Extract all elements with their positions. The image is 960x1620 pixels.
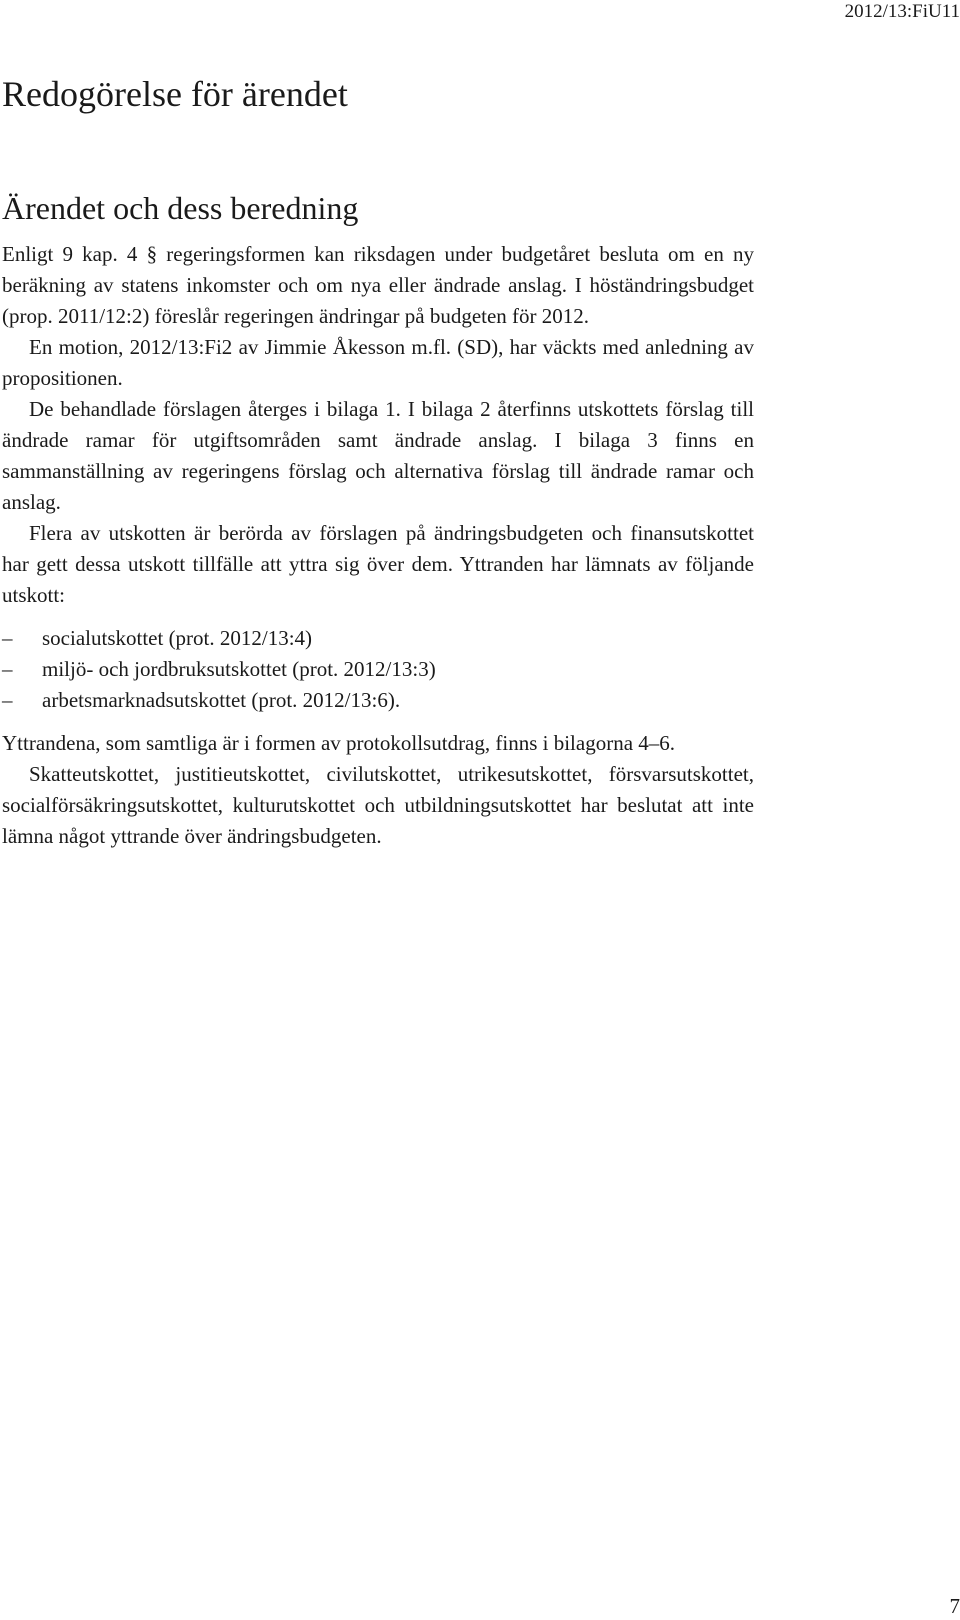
- page-number: 7: [949, 1594, 960, 1618]
- list-item: [2, 623, 754, 654]
- document-reference: 2012/13:FiU11: [844, 1, 960, 22]
- dash-bullet: –: [2, 657, 13, 681]
- paragraph-no-statement: Skatteutskottet, justitieutskottet, civilutskottet, utrikesutskottet, försvarsutskottet, socialförsäkringsutskottet, kulturutskottet och utbildningsutskottet har beslutat att inte lämna något yttrande över ändringsbudgeten.: [2, 762, 754, 848]
- dash-bullet: –: [2, 626, 13, 650]
- list-item: [2, 654, 754, 685]
- section-heading: Ärendet och dess beredning: [2, 190, 359, 226]
- paragraph-statements: Yttrandena, som samtliga är i formen av protokollsutdrag, finns i bilagorna 4–6.: [2, 731, 676, 755]
- list-item-text: miljö- och jordbruksutskottet (prot. 2012/13:3): [42, 657, 436, 681]
- paragraph-legal-basis: Enligt 9 kap. 4 § regeringsformen kan riksdagen under budgetåret besluta om en ny beräkning av statens inkomster och om nya eller ändrade anslag. I höständringsbudget (prop. 2011/12:2) föreslår regeringen ändringar på budgeten för 2012.: [2, 242, 754, 328]
- list-item: [2, 685, 754, 716]
- page-title: Redogörelse för ärendet: [2, 74, 348, 114]
- paragraph-committees-intro: Flera av utskotten är berörda av förslagen på ändringsbudgeten och finansutskottet har gett dessa utskott tillfälle att yttra sig över dem. Yttranden har lämnats av följande utskott:: [2, 521, 754, 607]
- list-item-text: arbetsmarknadsutskottet (prot. 2012/13:6).: [42, 688, 401, 712]
- list-item-text: socialutskottet (prot. 2012/13:4): [42, 626, 313, 650]
- committee-list: [2, 623, 754, 716]
- body-text: [2, 239, 754, 852]
- paragraph-appendices: De behandlade förslagen återges i bilaga 1. I bilaga 2 återfinns utskottets förslag till ändrade ramar för utgiftsområden samt ändrade anslag. I bilaga 3 finns en sammanställning av regeringens förslag och alternativa förslag till ändrade ramar och anslag.: [2, 397, 754, 514]
- dash-bullet: –: [2, 688, 13, 712]
- paragraph-motion: En motion, 2012/13:Fi2 av Jimmie Åkesson m.fl. (SD), har väckts med anledning av propositionen.: [2, 335, 754, 390]
